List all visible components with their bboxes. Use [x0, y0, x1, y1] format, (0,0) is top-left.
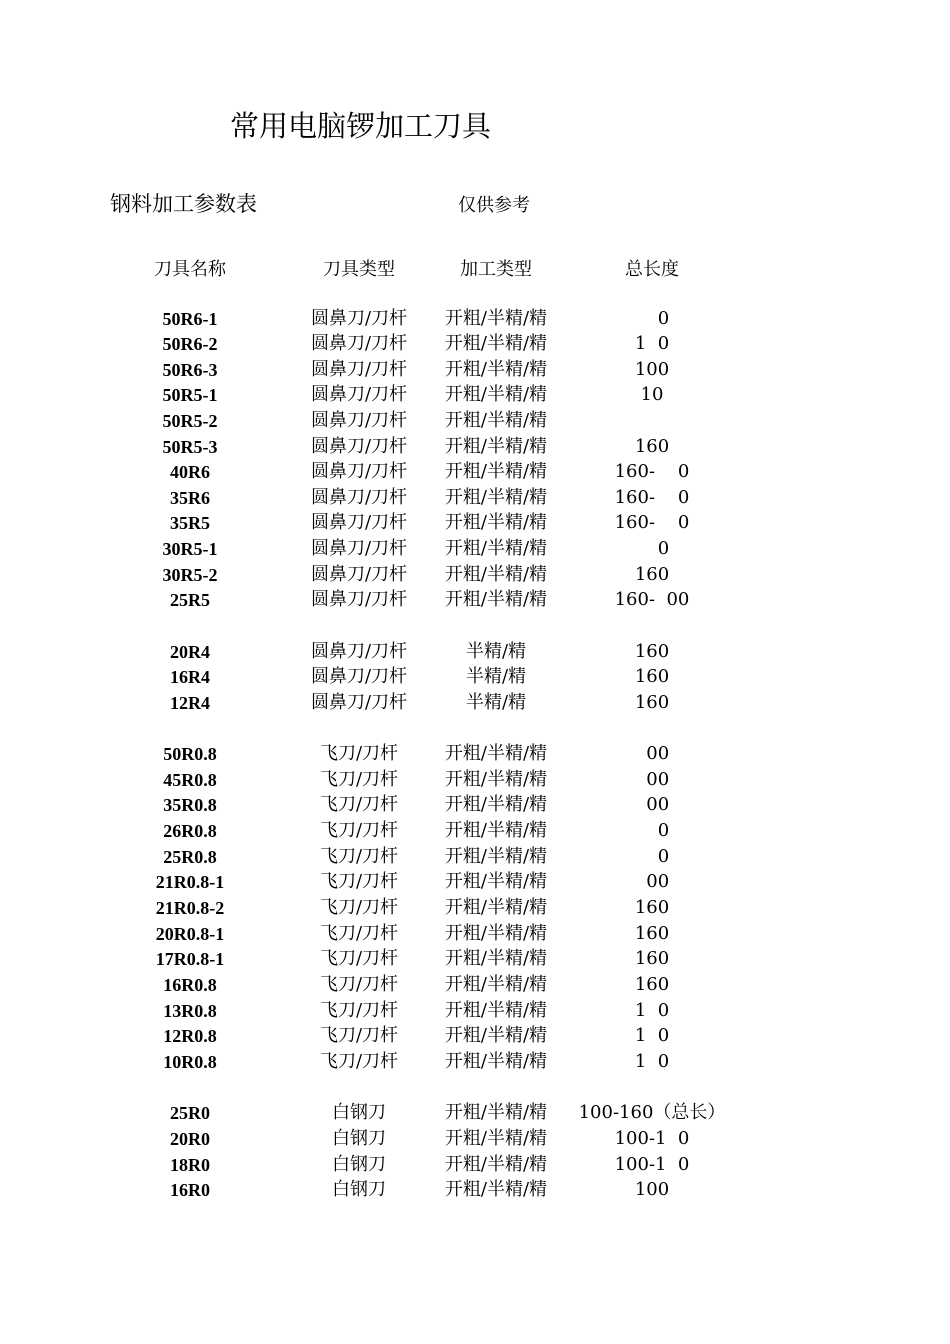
total-length-cell: 160: [634, 666, 670, 687]
total-length-cell: 160: [634, 923, 670, 944]
table-row: [0, 587, 950, 613]
process-type-cell: 开粗/半精/精: [444, 846, 548, 867]
table-row: [0, 998, 950, 1024]
total-length-cell: 100-1 0: [614, 1128, 690, 1149]
total-length-cell: 100: [634, 359, 670, 380]
process-type-cell: 开粗/半精/精: [444, 923, 548, 944]
process-type-cell: 开粗/半精/精: [444, 1128, 548, 1149]
total-length-cell: 0: [634, 846, 670, 867]
tool-type-cell: 白钢刀: [332, 1154, 386, 1175]
total-length-cell: 0: [634, 308, 670, 329]
header-process-type: 加工类型: [460, 259, 532, 280]
process-type-cell: 开粗/半精/精: [444, 769, 548, 790]
total-length-cell: 100: [634, 1179, 670, 1200]
tool-type-cell: 圆鼻刀/刀杆: [310, 436, 408, 457]
table-row: [0, 844, 950, 870]
header-total-length: 总长度: [625, 259, 679, 280]
total-length-cell: 160- 00: [614, 589, 690, 610]
tool-type-cell: 圆鼻刀/刀杆: [310, 461, 408, 482]
tool-name-cell: 50R0.8: [163, 744, 217, 764]
process-type-cell: 开粗/半精/精: [444, 897, 548, 918]
tool-name-cell: 16R4: [170, 667, 210, 687]
process-type-cell: 开粗/半精/精: [444, 384, 548, 405]
process-type-cell: 半精/精: [465, 666, 527, 687]
tool-type-cell: 圆鼻刀/刀杆: [310, 512, 408, 533]
table-row: [0, 639, 950, 665]
tool-type-cell: 飞刀/刀杆: [319, 897, 399, 918]
process-type-cell: 开粗/半精/精: [444, 948, 548, 969]
tool-name-cell: 50R5-3: [162, 437, 218, 457]
table-row: [0, 357, 950, 383]
tool-name-cell: 30R5-2: [162, 565, 218, 585]
tool-type-cell: 飞刀/刀杆: [319, 846, 399, 867]
table-row: [0, 306, 950, 332]
process-type-cell: 开粗/半精/精: [444, 461, 548, 482]
process-type-cell: 开粗/半精/精: [444, 1102, 548, 1123]
total-length-cell: 160: [634, 564, 670, 585]
tool-type-cell: 飞刀/刀杆: [319, 974, 399, 995]
table-row: [0, 382, 950, 408]
tool-type-cell: 圆鼻刀/刀杆: [310, 308, 408, 329]
tool-name-cell: 18R0: [170, 1155, 210, 1175]
page-title: 常用电脑锣加工刀具: [230, 109, 492, 143]
total-length-cell: 00: [634, 794, 670, 815]
tool-name-cell: 50R6-2: [162, 334, 218, 354]
table-row: [0, 1100, 950, 1126]
tool-type-cell: 飞刀/刀杆: [319, 820, 399, 841]
tool-name-cell: 12R0.8: [163, 1026, 217, 1046]
total-length-cell: 160: [634, 692, 670, 713]
total-length-cell: 1 0: [634, 333, 670, 354]
tool-type-cell: 圆鼻刀/刀杆: [310, 384, 408, 405]
process-type-cell: 开粗/半精/精: [444, 794, 548, 815]
tool-name-cell: 40R6: [170, 462, 210, 482]
process-type-cell: 开粗/半精/精: [444, 974, 548, 995]
process-type-cell: 开粗/半精/精: [444, 308, 548, 329]
total-length-cell: 160: [634, 436, 670, 457]
tool-type-cell: 飞刀/刀杆: [319, 743, 399, 764]
table-row: [0, 1152, 950, 1178]
table-row: [0, 1177, 950, 1203]
tool-name-cell: 25R0: [170, 1103, 210, 1123]
process-type-cell: 开粗/半精/精: [444, 743, 548, 764]
tool-type-cell: 白钢刀: [332, 1102, 386, 1123]
tool-name-cell: 16R0: [170, 1180, 210, 1200]
tool-type-cell: 圆鼻刀/刀杆: [310, 538, 408, 559]
tool-name-cell: 35R5: [170, 513, 210, 533]
table-row: [0, 562, 950, 588]
tool-type-cell: 圆鼻刀/刀杆: [310, 333, 408, 354]
tool-name-cell: 10R0.8: [163, 1052, 217, 1072]
total-length-cell: 0: [634, 820, 670, 841]
process-type-cell: 开粗/半精/精: [444, 436, 548, 457]
table-row: [0, 664, 950, 690]
tool-type-cell: 圆鼻刀/刀杆: [310, 564, 408, 585]
tool-name-cell: 50R5-1: [162, 385, 218, 405]
table-row: [0, 331, 950, 357]
table-row: [0, 690, 950, 716]
tool-name-cell: 13R0.8: [163, 1001, 217, 1021]
total-length-cell: 10: [640, 384, 664, 405]
total-length-cell: 100-1 0: [614, 1154, 690, 1175]
process-type-cell: 开粗/半精/精: [444, 871, 548, 892]
table-row: [0, 1049, 950, 1075]
table-row: [0, 767, 950, 793]
tool-type-cell: 白钢刀: [332, 1179, 386, 1200]
header-tool-type: 刀具类型: [323, 259, 395, 280]
tool-type-cell: 圆鼻刀/刀杆: [310, 410, 408, 431]
tool-type-cell: 飞刀/刀杆: [319, 871, 399, 892]
tool-name-cell: 50R5-2: [162, 411, 218, 431]
process-type-cell: 半精/精: [465, 692, 527, 713]
process-type-cell: 开粗/半精/精: [444, 410, 548, 431]
tool-type-cell: 飞刀/刀杆: [319, 1025, 399, 1046]
table-row: [0, 536, 950, 562]
table-row: [0, 1023, 950, 1049]
tool-type-cell: 飞刀/刀杆: [319, 1000, 399, 1021]
total-length-cell: 00: [634, 769, 670, 790]
total-length-cell: 160- 0: [614, 487, 690, 508]
tool-name-cell: 20R0: [170, 1129, 210, 1149]
tool-type-cell: 圆鼻刀/刀杆: [310, 487, 408, 508]
total-length-cell: 160: [634, 897, 670, 918]
table-row: [0, 895, 950, 921]
process-type-cell: 开粗/半精/精: [444, 820, 548, 841]
tool-name-cell: 35R6: [170, 488, 210, 508]
table-row: [0, 818, 950, 844]
process-type-cell: 开粗/半精/精: [444, 538, 548, 559]
process-type-cell: 开粗/半精/精: [444, 359, 548, 380]
total-length-cell: 1 0: [634, 1051, 670, 1072]
tool-name-cell: 12R4: [170, 693, 210, 713]
tool-name-cell: 16R0.8: [163, 975, 217, 995]
total-length-cell: 0: [634, 538, 670, 559]
table-row: [0, 946, 950, 972]
process-type-cell: 半精/精: [465, 641, 527, 662]
process-type-cell: 开粗/半精/精: [444, 1025, 548, 1046]
tool-type-cell: 飞刀/刀杆: [319, 1051, 399, 1072]
process-type-cell: 开粗/半精/精: [444, 1000, 548, 1021]
table-row: [0, 485, 950, 511]
total-length-cell: 160- 0: [614, 512, 690, 533]
process-type-cell: 开粗/半精/精: [444, 487, 548, 508]
table-row: [0, 792, 950, 818]
total-length-cell: 160: [634, 641, 670, 662]
tool-type-cell: 飞刀/刀杆: [319, 948, 399, 969]
tool-type-cell: 飞刀/刀杆: [319, 769, 399, 790]
tool-name-cell: 26R0.8: [163, 821, 217, 841]
tool-name-cell: 20R0.8-1: [155, 924, 225, 944]
table-subtitle: 钢料加工参数表: [110, 192, 257, 216]
total-length-cell: 00: [634, 743, 670, 764]
tool-name-cell: 21R0.8-1: [155, 872, 225, 892]
tool-type-cell: 飞刀/刀杆: [319, 794, 399, 815]
header-tool-name: 刀具名称: [154, 259, 226, 280]
tool-type-cell: 飞刀/刀杆: [319, 923, 399, 944]
tool-type-cell: 白钢刀: [332, 1128, 386, 1149]
tool-name-cell: 21R0.8-2: [155, 898, 225, 918]
total-length-cell: 1 0: [634, 1000, 670, 1021]
table-row: [0, 408, 950, 434]
tool-name-cell: 35R0.8: [163, 795, 217, 815]
total-length-cell: 160- 0: [614, 461, 690, 482]
tool-type-cell: 圆鼻刀/刀杆: [310, 666, 408, 687]
table-row: [0, 1126, 950, 1152]
total-length-cell: 1 0: [634, 1025, 670, 1046]
total-length-cell: 100-160（总长）: [578, 1102, 726, 1123]
table-row: [0, 510, 950, 536]
tool-type-cell: 圆鼻刀/刀杆: [310, 359, 408, 380]
total-length-cell: 00: [634, 871, 670, 892]
table-row: [0, 972, 950, 998]
tool-name-cell: 25R5: [170, 590, 210, 610]
process-type-cell: 开粗/半精/精: [444, 564, 548, 585]
process-type-cell: 开粗/半精/精: [444, 512, 548, 533]
table-row: [0, 741, 950, 767]
table-row: [0, 459, 950, 485]
process-type-cell: 开粗/半精/精: [444, 589, 548, 610]
reference-note: 仅供参考: [458, 195, 530, 216]
tool-name-cell: 30R5-1: [162, 539, 218, 559]
process-type-cell: 开粗/半精/精: [444, 1051, 548, 1072]
tool-type-cell: 圆鼻刀/刀杆: [310, 641, 408, 662]
total-length-cell: 160: [634, 948, 670, 969]
tool-name-cell: 45R0.8: [163, 770, 217, 790]
tool-name-cell: 50R6-1: [162, 309, 218, 329]
total-length-cell: 160: [634, 974, 670, 995]
table-row: [0, 921, 950, 947]
tool-name-cell: 17R0.8-1: [155, 949, 225, 969]
tool-name-cell: 50R6-3: [162, 360, 218, 380]
process-type-cell: 开粗/半精/精: [444, 1179, 548, 1200]
tool-name-cell: 20R4: [170, 642, 210, 662]
tool-type-cell: 圆鼻刀/刀杆: [310, 692, 408, 713]
tool-type-cell: 圆鼻刀/刀杆: [310, 589, 408, 610]
table-row: [0, 869, 950, 895]
process-type-cell: 开粗/半精/精: [444, 333, 548, 354]
tool-name-cell: 25R0.8: [163, 847, 217, 867]
table-row: [0, 434, 950, 460]
process-type-cell: 开粗/半精/精: [444, 1154, 548, 1175]
